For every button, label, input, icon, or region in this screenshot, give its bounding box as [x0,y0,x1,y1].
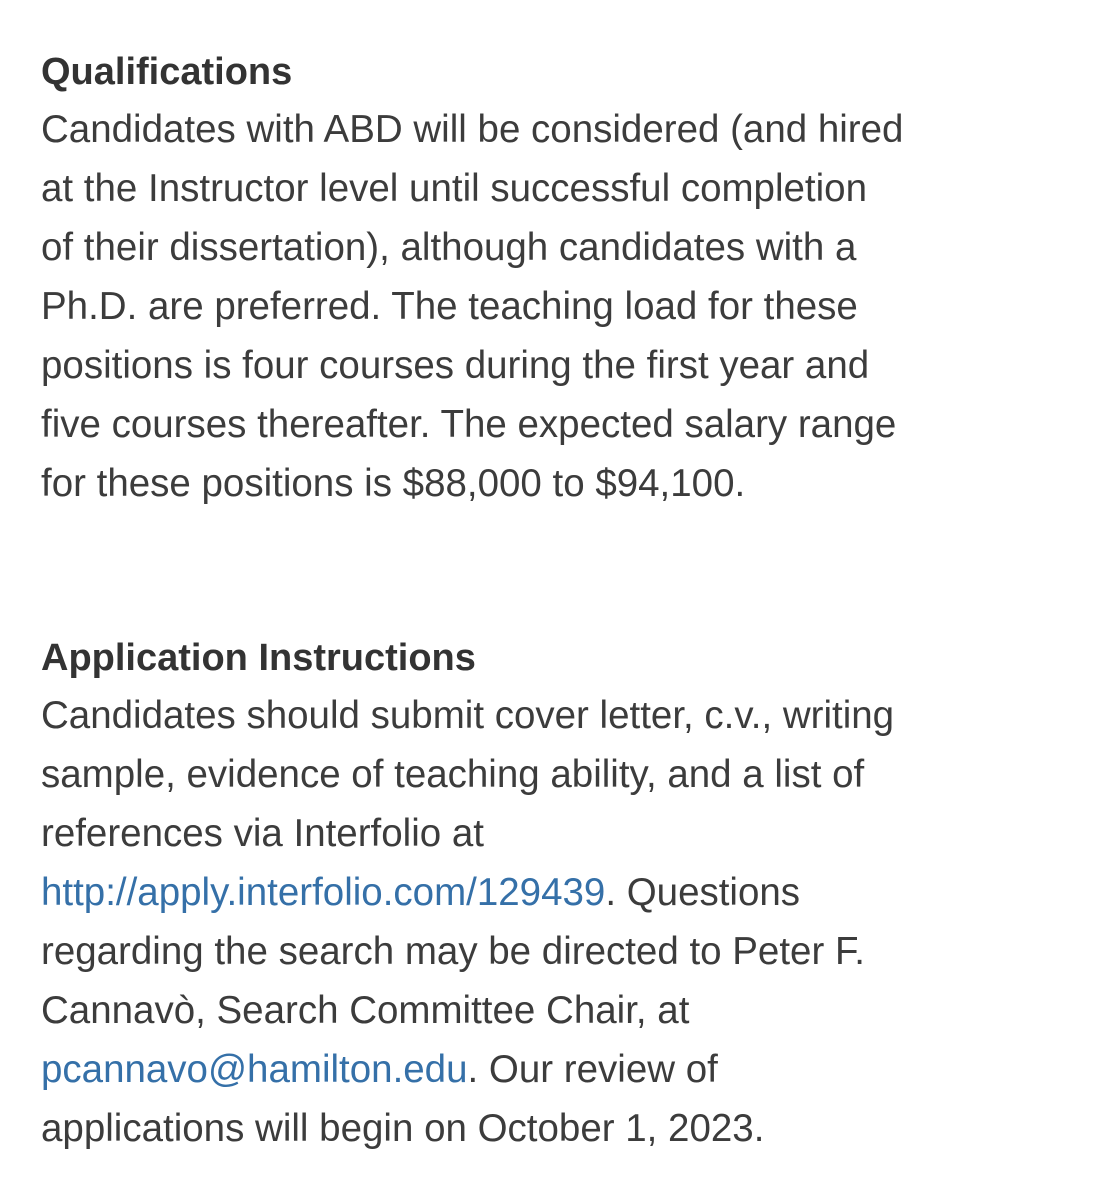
qualifications-section [41,44,1031,513]
qualifications-line: Ph.D. are preferred. The teaching load for these [41,285,858,328]
application-line [41,1040,1031,1099]
application-line: references via Interfolio at [41,812,484,855]
qualifications-line: for these positions is $88,000 to $94,100. [41,462,746,505]
application-line: Candidates should submit cover letter, c.v., writing [41,694,895,737]
qualifications-line: five courses thereafter. The expected salary range [41,403,897,446]
application-line: regarding the search may be directed to Peter F. [41,930,865,973]
email-link[interactable]: pcannavo@hamilton.edu [41,1048,468,1091]
application-instructions-paragraph [41,686,1031,1158]
application-line-suffix: . Our review of [467,1048,718,1091]
qualifications-line: Candidates with ABD will be considered (and hired [41,108,904,151]
application-line-suffix: . Questions [605,871,801,914]
qualifications-line: of their dissertation), although candidates with a [41,226,857,269]
qualifications-line: positions is four courses during the first year and [41,344,870,387]
qualifications-line: at the Instructor level until successful completion [41,167,868,210]
application-line: sample, evidence of teaching ability, and a list of [41,753,865,796]
application-line [41,863,1031,922]
interfolio-link[interactable]: http://apply.interfolio.com/129439 [41,871,606,914]
qualifications-heading: Qualifications [41,51,293,93]
qualifications-paragraph [41,100,1031,513]
application-instructions-heading: Application Instructions [41,637,476,679]
application-instructions-section [41,630,1031,1158]
application-line: applications will begin on October 1, 2023. [41,1107,765,1150]
application-line: Cannavò, Search Committee Chair, at [41,989,690,1032]
